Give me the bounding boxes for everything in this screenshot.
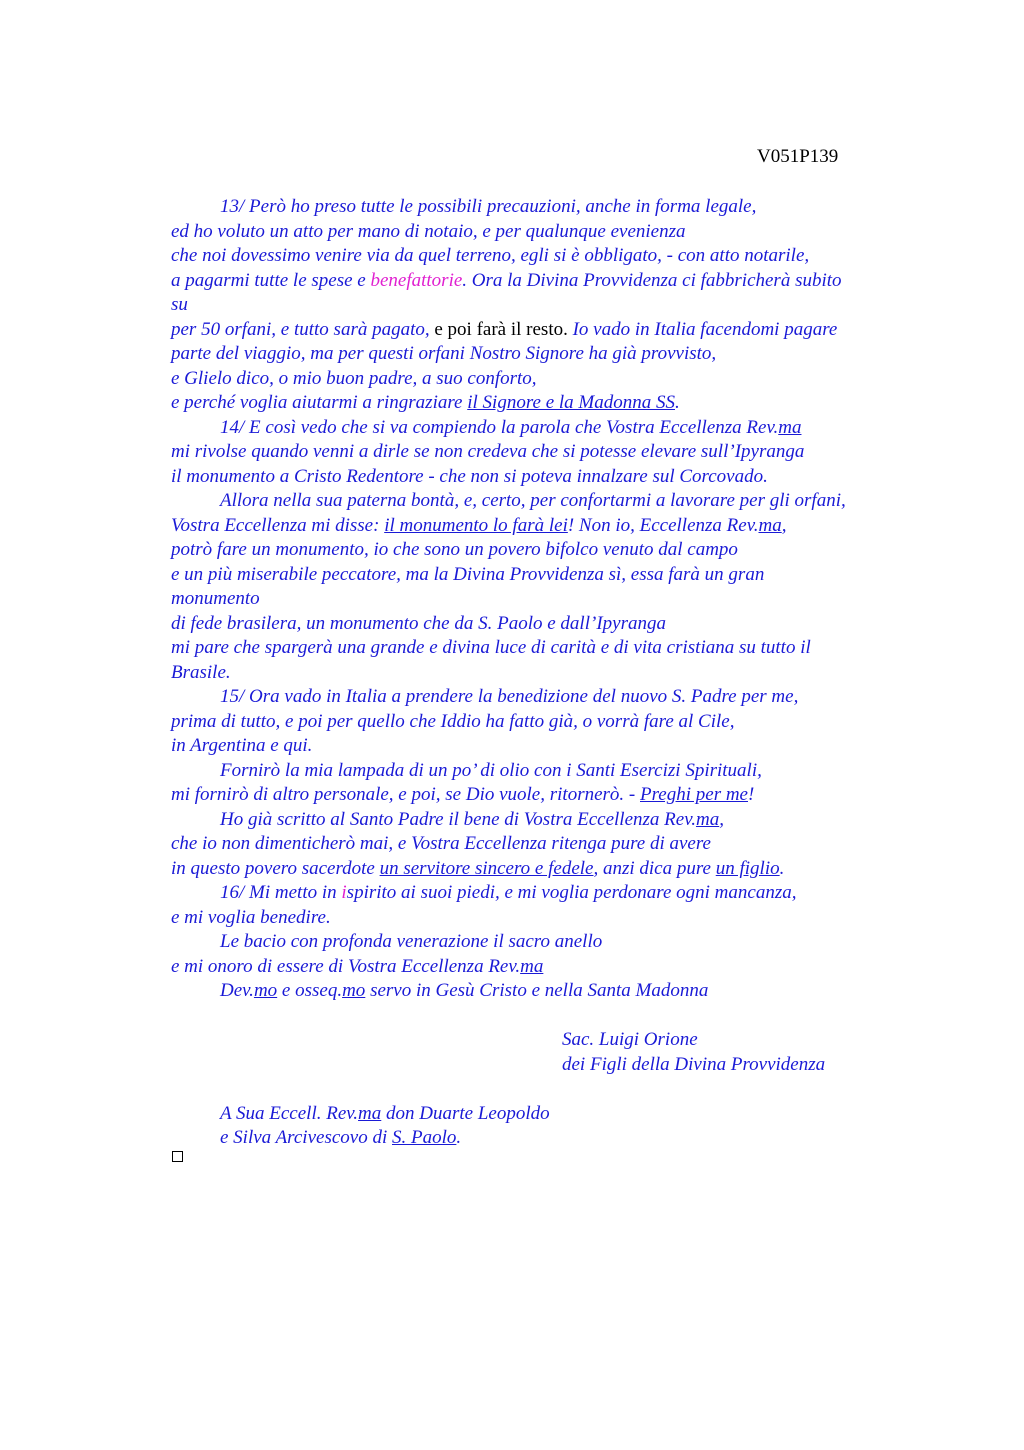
- text-line: Vostra Eccellenza mi disse: il monumento lo farà lei! Non io, Eccellenza Rev.ma,: [171, 514, 787, 536]
- text-line: Ho già scritto al Santo Padre il bene di Vostra Eccellenza Rev.ma,: [220, 808, 724, 830]
- underlined-place: S. Paolo: [392, 1127, 457, 1148]
- text-line: e mi onoro di essere di Vostra Eccellenza Rev.ma: [171, 955, 544, 977]
- text-line: in questo povero sacerdote un servitore sincero e fedele, anzi dica pure un figlio.: [171, 857, 785, 879]
- signature-congregation: dei Figli della Divina Provvidenza: [562, 1053, 826, 1075]
- underlined-abbrev: ma: [695, 808, 720, 830]
- address-line: e Silva Arcivescovo di S. Paolo.: [220, 1127, 462, 1148]
- address-line: A Sua Eccell. Rev.ma don Duarte Leopoldo: [220, 1102, 550, 1124]
- upright-phrase: e poi farà il resto.: [429, 318, 568, 340]
- signature-name: Sac. Luigi Orione: [562, 1029, 698, 1050]
- empty-square-icon: [172, 1151, 183, 1162]
- text-line: potrò fare un monumento, io che sono un povero bifolco venuto dal campo: [171, 539, 738, 560]
- text-line: ed ho voluto un atto per mano di notaio, e per qualunque evenienza: [171, 220, 686, 242]
- text-line: Dev.mo e osseq.mo servo in Gesù Cristo e nella Santa Madonna: [220, 980, 709, 1001]
- text-line: mi fornirò di altro personale, e poi, se Dio vuole, ritornerò. - Preghi per me!: [171, 784, 755, 805]
- text-line: e mi voglia benedire.: [171, 906, 331, 928]
- text-line: mi pare che spargerà una grande e divina luce di carità e di vita cristiana su tutto il: [171, 637, 811, 658]
- text-line: a pagarmi tutte le spese e benefattorie. Ora la Divina Provvidenza ci fabbricherà subito: [171, 269, 842, 291]
- underlined-phrase: un servitore sincero e fedele: [379, 857, 594, 879]
- highlighted-word: benefattorie: [370, 269, 463, 291]
- underlined-abbrev: ma: [758, 514, 782, 536]
- text-line: 13/ Però ho preso tutte le possibili precauzioni, anche in forma legale,: [220, 196, 757, 217]
- underlined-abbrev: mo: [253, 980, 278, 1001]
- text-line: che noi dovessimo venire via da quel terreno, egli si è obbligato, - con atto notarile,: [171, 245, 810, 266]
- underlined-abbrev: ma: [358, 1102, 382, 1124]
- underlined-abbrev: ma: [520, 955, 544, 977]
- text-line: che io non dimenticherò mai, e Vostra Eccellenza ritenga pure di avere: [171, 833, 711, 854]
- text-line: su: [171, 294, 188, 315]
- text-line: e Glielo dico, o mio buon padre, a suo conforto,: [171, 367, 537, 389]
- letter-body: [171, 195, 911, 1151]
- blank-line: [171, 1077, 911, 1102]
- underlined-phrase: il Signore e la Madonna SS: [467, 392, 675, 413]
- text-line: Allora nella sua paterna bontà, e, certo, per confortarmi a lavorare per gli orfani,: [220, 490, 846, 511]
- highlighted-letter: i: [341, 882, 347, 903]
- text-line: e perché voglia aiutarmi a ringraziare il Signore e la Madonna SS.: [171, 392, 680, 413]
- underlined-phrase: Preghi per me: [640, 784, 748, 805]
- text-line: parte del viaggio, ma per questi orfani Nostro Signore ha già provvisto,: [171, 343, 717, 364]
- text-line: in Argentina e qui.: [171, 735, 313, 756]
- text-line: Le bacio con profonda venerazione il sacro anello: [220, 931, 603, 952]
- underlined-phrase: un figlio: [715, 857, 780, 879]
- underlined-abbrev: ma: [778, 416, 802, 438]
- text-line: per 50 orfani, e tutto sarà pagato, e poi farà il resto. Io vado in Italia facendomi pagare: [171, 318, 838, 340]
- text-line: di fede brasilera, un monumento che da S. Paolo e dall’Ipyranga: [171, 612, 666, 634]
- text-line: 14/ E così vedo che si va compiendo la parola che Vostra Eccellenza Rev.ma: [220, 416, 802, 438]
- text-line: il monumento a Cristo Redentore - che non si poteva innalzare sul Corcovado.: [171, 465, 768, 487]
- underlined-phrase: il monumento lo farà lei: [384, 514, 568, 536]
- text-line: 16/ Mi metto in ispirito ai suoi piedi, e mi voglia perdonare ogni mancanza,: [220, 882, 797, 903]
- page-code: V051P139: [757, 146, 839, 167]
- text-line: Fornirò la mia lampada di un po’ di olio con i Santi Esercizi Spirituali,: [220, 759, 762, 781]
- text-line: Brasile.: [171, 661, 231, 683]
- text-line: prima di tutto, e poi per quello che Iddio ha fatto già, o vorrà fare al Cile,: [171, 710, 735, 732]
- text-line: monumento: [171, 588, 260, 609]
- text-line: e un più miserabile peccatore, ma la Divina Provvidenza sì, essa farà un gran: [171, 563, 765, 585]
- underlined-abbrev: mo: [342, 980, 366, 1001]
- text-line: 15/ Ora vado in Italia a prendere la benedizione del nuovo S. Padre per me,: [220, 686, 799, 707]
- blank-line: [171, 1004, 911, 1029]
- text-line: mi rivolse quando venni a dirle se non credeva che si potesse elevare sull’Ipyranga: [171, 441, 805, 462]
